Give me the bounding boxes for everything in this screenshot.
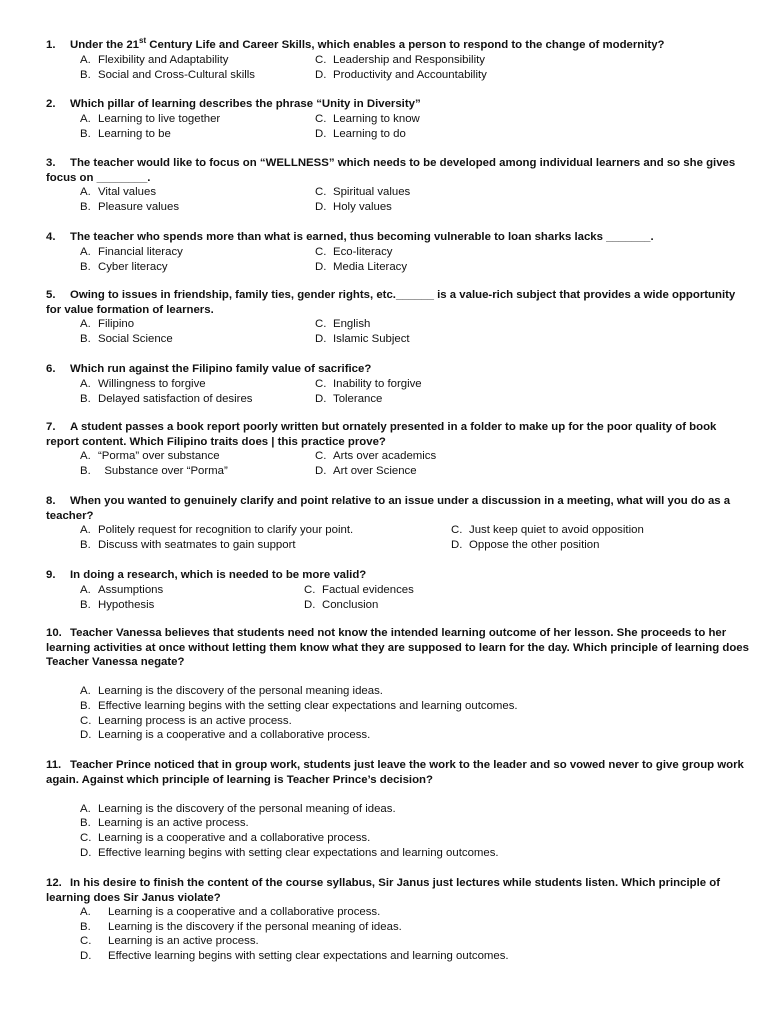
option-text: Vital values bbox=[98, 186, 157, 199]
question-number: 2. bbox=[46, 98, 56, 110]
options bbox=[46, 185, 752, 215]
options bbox=[46, 802, 752, 860]
option-d bbox=[315, 464, 417, 479]
question-stem: 2. Which pillar of learning describes the phrase “Unity in Diversity” bbox=[46, 98, 421, 110]
option-c bbox=[315, 377, 422, 392]
question-number: 8. bbox=[46, 495, 56, 507]
option-text: Cyber literacy bbox=[98, 260, 168, 273]
option-letter: C. bbox=[315, 53, 327, 66]
option-d bbox=[80, 949, 752, 964]
options bbox=[46, 449, 752, 479]
option-text: Spiritual values bbox=[333, 186, 411, 199]
options bbox=[46, 377, 752, 407]
option-text: Discuss with seatmates to gain support bbox=[98, 539, 296, 552]
question-number: 7. bbox=[46, 421, 56, 433]
option-b bbox=[80, 816, 752, 831]
option-d bbox=[315, 127, 406, 142]
option-d bbox=[315, 200, 392, 215]
question-stem: 3. The teacher would like to focus on “WELLNESS” which needs to be developed among individual learners and so she gives focus on ________. bbox=[46, 157, 736, 184]
option-text: Conclusion bbox=[322, 598, 379, 611]
option-c bbox=[80, 831, 752, 846]
option-a bbox=[80, 185, 156, 200]
options bbox=[46, 112, 752, 142]
option-letter: A. bbox=[80, 450, 91, 463]
options bbox=[46, 905, 752, 963]
question-number: 12. bbox=[46, 877, 62, 889]
option-b bbox=[80, 538, 296, 553]
options bbox=[46, 684, 752, 742]
question-12 bbox=[46, 876, 752, 964]
option-letter: C. bbox=[80, 714, 92, 727]
option-text: Learning to know bbox=[333, 112, 420, 125]
option-text: Effective learning begins with the setting clear expectations and learning outcomes. bbox=[98, 699, 518, 712]
option-c bbox=[451, 523, 644, 538]
option-text: Learning to live together bbox=[98, 112, 221, 125]
option-letter: B. bbox=[80, 392, 91, 405]
option-text: Filipino bbox=[98, 318, 135, 331]
option-c bbox=[315, 53, 485, 68]
option-text: Social Science bbox=[98, 333, 173, 346]
option-c bbox=[315, 185, 410, 200]
option-letter: D. bbox=[315, 465, 327, 478]
option-text: Oppose the other position bbox=[469, 539, 600, 552]
option-text: Learning is the discovery of the personal meaning of ideas. bbox=[98, 802, 396, 815]
option-b bbox=[80, 332, 173, 347]
option-text: Learning is a cooperative and a collaborative process. bbox=[98, 831, 371, 844]
option-text: Pleasure values bbox=[98, 201, 180, 214]
option-letter: B. bbox=[80, 465, 91, 478]
option-c bbox=[80, 714, 752, 729]
option-c bbox=[315, 449, 436, 464]
option-d bbox=[315, 392, 382, 407]
option-a bbox=[80, 112, 220, 127]
option-letter: B. bbox=[80, 920, 91, 933]
option-letter: C. bbox=[80, 935, 92, 948]
question-9 bbox=[46, 568, 752, 613]
option-text: Arts over academics bbox=[333, 450, 437, 463]
question-8 bbox=[46, 494, 752, 553]
options bbox=[46, 523, 752, 553]
option-letter: D. bbox=[304, 598, 316, 611]
option-text: Politely request for recognition to clarify your point. bbox=[98, 524, 354, 537]
option-a bbox=[80, 905, 752, 920]
question-stem: 12. In his desire to finish the content of the course syllabus, Sir Janus just lectures while students listen. Which principle of learning does Sir Janus violate? bbox=[46, 877, 721, 904]
option-text: Productivity and Accountability bbox=[333, 68, 487, 81]
options bbox=[46, 583, 752, 613]
option-b bbox=[80, 200, 179, 215]
option-letter: C. bbox=[80, 831, 92, 844]
option-text: Effective learning begins with setting clear expectations and learning outcomes. bbox=[98, 846, 499, 859]
option-letter: B. bbox=[80, 598, 91, 611]
question-stem: 10. Teacher Vanessa believes that students need not know the intended learning outcome of her lesson. She proceeds to her learning activities at once without letting them know what they are supposed to learn for the day. Which principle of learning does Teacher Vanessa negate? bbox=[46, 627, 749, 669]
question-7 bbox=[46, 420, 752, 479]
option-d bbox=[451, 538, 599, 553]
option-text: Learning is an active process. bbox=[98, 817, 249, 830]
question-stem: 1. Under the 21st Century Life and Career Skills, which enables a person to respond to the change of modernity? bbox=[46, 36, 665, 51]
options bbox=[46, 317, 752, 347]
option-b bbox=[80, 392, 253, 407]
option-letter: C. bbox=[315, 112, 327, 125]
option-letter: D. bbox=[315, 68, 327, 81]
question-number: 6. bbox=[46, 363, 56, 375]
question-1 bbox=[46, 38, 752, 83]
option-letter: A. bbox=[80, 318, 91, 331]
option-text: Just keep quiet to avoid opposition bbox=[469, 524, 644, 537]
option-letter: A. bbox=[80, 906, 91, 919]
question-number: 4. bbox=[46, 231, 56, 243]
option-text: “Porma” over substance bbox=[98, 450, 220, 463]
option-letter: D. bbox=[80, 949, 92, 962]
option-text: Willingness to forgive bbox=[98, 377, 206, 390]
option-a bbox=[80, 317, 134, 332]
option-letter: A. bbox=[80, 685, 91, 698]
option-letter: D. bbox=[80, 846, 92, 859]
option-letter: C. bbox=[315, 245, 327, 258]
option-text: Learning to do bbox=[333, 127, 406, 140]
option-text: Effective learning begins with setting clear expectations and learning outcomes. bbox=[108, 949, 509, 962]
option-letter: B. bbox=[80, 127, 91, 140]
option-letter: D. bbox=[80, 729, 92, 742]
question-11 bbox=[46, 758, 752, 860]
option-d bbox=[315, 332, 410, 347]
question-stem: 9. In doing a research, which is needed to be more valid? bbox=[46, 569, 367, 581]
option-text: Learning is an active process. bbox=[108, 935, 259, 948]
options bbox=[46, 245, 752, 275]
option-text: Hypothesis bbox=[98, 598, 155, 611]
option-text: Financial literacy bbox=[98, 245, 183, 258]
question-stem: 6. Which run against the Filipino family value of sacrifice? bbox=[46, 363, 372, 375]
option-d bbox=[304, 598, 378, 613]
question-number: 3. bbox=[46, 157, 56, 169]
option-text: Factual evidences bbox=[322, 583, 414, 596]
option-text: Inability to forgive bbox=[333, 377, 422, 390]
option-letter: D. bbox=[315, 392, 327, 405]
option-text: Learning is a cooperative and a collaborative process. bbox=[108, 906, 381, 919]
option-text: Substance over “Porma” bbox=[98, 465, 228, 478]
question-number: 9. bbox=[46, 569, 56, 581]
question-stem: 8. When you wanted to genuinely clarify and point relative to an issue under a discussion in a meeting, what will you do as a teacher? bbox=[46, 495, 731, 522]
option-c bbox=[315, 245, 393, 260]
option-b bbox=[80, 598, 154, 613]
option-text: Social and Cross-Cultural skills bbox=[98, 68, 255, 81]
question-stem: 5. Owing to issues in friendship, family ties, gender rights, etc.______ is a value-rich subject that provides a wide opportunity for value formation of learners. bbox=[46, 289, 736, 316]
option-a bbox=[80, 523, 353, 538]
option-c bbox=[315, 317, 370, 332]
question-stem: 11. Teacher Prince noticed that in group work, students just leave the work to the leader and so vowed never to give group work again. Against which principle of learning is Teacher Prince’s decision? bbox=[46, 759, 744, 786]
option-a bbox=[80, 377, 206, 392]
question-number: 10. bbox=[46, 627, 62, 639]
option-a bbox=[80, 583, 163, 598]
option-b bbox=[80, 127, 171, 142]
option-text: Flexibility and Adaptability bbox=[98, 53, 229, 66]
option-a bbox=[80, 245, 183, 260]
option-letter: C. bbox=[315, 450, 327, 463]
option-letter: A. bbox=[80, 245, 91, 258]
option-b bbox=[80, 699, 752, 714]
option-c bbox=[315, 112, 420, 127]
question-number: 1. bbox=[46, 39, 56, 51]
option-b bbox=[80, 68, 255, 83]
option-b bbox=[80, 920, 752, 935]
question-3 bbox=[46, 156, 752, 215]
option-a bbox=[80, 802, 752, 817]
option-letter: A. bbox=[80, 802, 91, 815]
option-letter: D. bbox=[451, 539, 463, 552]
option-letter: B. bbox=[80, 817, 91, 830]
option-text: Tolerance bbox=[333, 392, 383, 405]
option-letter: A. bbox=[80, 583, 91, 596]
option-text: Learning process is an active process. bbox=[98, 714, 292, 727]
option-b bbox=[80, 260, 168, 275]
question-5 bbox=[46, 288, 752, 347]
question-10 bbox=[46, 626, 752, 743]
question-number: 11. bbox=[46, 759, 62, 771]
option-text: Leadership and Responsibility bbox=[333, 53, 485, 66]
question-4 bbox=[46, 230, 752, 275]
option-text: Delayed satisfaction of desires bbox=[98, 392, 253, 405]
option-text: Islamic Subject bbox=[333, 333, 410, 346]
option-letter: B. bbox=[80, 68, 91, 81]
option-letter: C. bbox=[315, 186, 327, 199]
option-letter: B. bbox=[80, 260, 91, 273]
option-a bbox=[80, 684, 752, 699]
option-letter: A. bbox=[80, 377, 91, 390]
question-number: 5. bbox=[46, 289, 56, 301]
option-d bbox=[315, 260, 407, 275]
option-letter: D. bbox=[315, 260, 327, 273]
option-letter: B. bbox=[80, 699, 91, 712]
option-b bbox=[80, 464, 228, 479]
option-letter: D. bbox=[315, 127, 327, 140]
option-text: Media Literacy bbox=[333, 260, 408, 273]
option-text: Learning is a cooperative and a collaborative process. bbox=[98, 729, 371, 742]
option-a bbox=[80, 53, 228, 68]
option-d bbox=[80, 728, 752, 743]
option-text: Eco-literacy bbox=[333, 245, 393, 258]
question-stem: 4. The teacher who spends more than what is earned, thus becoming vulnerable to loan sharks lacks _______. bbox=[46, 231, 654, 243]
option-c bbox=[80, 934, 752, 949]
option-letter: D. bbox=[315, 201, 327, 214]
options bbox=[46, 53, 752, 83]
option-letter: A. bbox=[80, 53, 91, 66]
option-text: Learning is the discovery if the personal meaning of ideas. bbox=[108, 920, 402, 933]
option-letter: A. bbox=[80, 112, 91, 125]
option-letter: A. bbox=[80, 186, 91, 199]
question-6 bbox=[46, 362, 752, 407]
option-c bbox=[304, 583, 414, 598]
option-text: Learning to be bbox=[98, 127, 171, 140]
option-letter: A. bbox=[80, 524, 91, 537]
option-a bbox=[80, 449, 220, 464]
option-letter: D. bbox=[315, 333, 327, 346]
option-letter: B. bbox=[80, 539, 91, 552]
option-letter: C. bbox=[451, 524, 463, 537]
option-letter: C. bbox=[315, 377, 327, 390]
option-letter: B. bbox=[80, 333, 91, 346]
option-text: Assumptions bbox=[98, 583, 164, 596]
option-letter: B. bbox=[80, 201, 91, 214]
option-text: Art over Science bbox=[333, 465, 417, 478]
option-text: Holy values bbox=[333, 201, 392, 214]
option-text: Learning is the discovery of the personal meaning ideas. bbox=[98, 685, 383, 698]
option-letter: C. bbox=[304, 583, 316, 596]
option-d bbox=[80, 846, 752, 861]
option-d bbox=[315, 68, 487, 83]
option-text: English bbox=[333, 318, 371, 331]
option-letter: C. bbox=[315, 318, 327, 331]
question-stem: 7. A student passes a book report poorly written but ornately presented in a folder to make up for the poor quality of book report content. Which Filipino traits does | this practice prove? bbox=[46, 421, 717, 448]
question-2 bbox=[46, 97, 752, 142]
